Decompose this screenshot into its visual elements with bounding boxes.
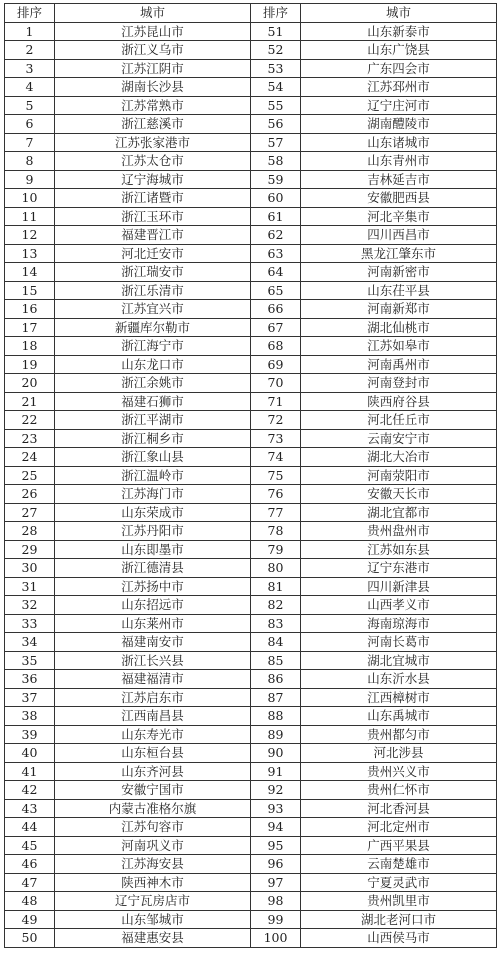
city-cell-left: 浙江长兴县: [55, 651, 251, 670]
rank-cell-left: 35: [5, 651, 55, 670]
city-cell-right: 河南长葛市: [301, 633, 497, 652]
rank-cell-right: 52: [251, 41, 301, 60]
rank-cell-right: 86: [251, 670, 301, 689]
county-ranking-table: [4, 3, 497, 948]
rank-cell-right: 61: [251, 207, 301, 226]
city-cell-right: 山东青州市: [301, 152, 497, 171]
rank-cell-left: 42: [5, 781, 55, 800]
rank-cell-right: 77: [251, 503, 301, 522]
rank-cell-right: 81: [251, 577, 301, 596]
city-cell-right: 黑龙江肇东市: [301, 244, 497, 263]
rank-cell-left: 11: [5, 207, 55, 226]
ranking-table-wrapper: [4, 3, 497, 948]
rank-cell-left: 47: [5, 873, 55, 892]
rank-cell-right: 83: [251, 614, 301, 633]
rank-cell-left: 12: [5, 226, 55, 245]
table-row: [5, 799, 497, 818]
city-cell-left: 江苏启东市: [55, 688, 251, 707]
rank-cell-right: 90: [251, 744, 301, 763]
table-row: [5, 651, 497, 670]
table-row: [5, 781, 497, 800]
table-row: [5, 318, 497, 337]
city-cell-left: 江苏太仓市: [55, 152, 251, 171]
city-cell-left: 江苏宜兴市: [55, 300, 251, 319]
table-row: [5, 152, 497, 171]
rank-cell-right: 60: [251, 189, 301, 208]
city-cell-left: 福建晋江市: [55, 226, 251, 245]
city-cell-right: 湖北宜都市: [301, 503, 497, 522]
rank-cell-left: 30: [5, 559, 55, 578]
city-cell-right: 贵州盘州市: [301, 522, 497, 541]
table-row: [5, 836, 497, 855]
rank-cell-left: 10: [5, 189, 55, 208]
rank-cell-left: 38: [5, 707, 55, 726]
city-cell-right: 山西侯马市: [301, 929, 497, 948]
rank-cell-right: 55: [251, 96, 301, 115]
rank-cell-right: 63: [251, 244, 301, 263]
rank-cell-left: 32: [5, 596, 55, 615]
city-cell-left: 浙江义乌市: [55, 41, 251, 60]
rank-cell-right: 51: [251, 22, 301, 41]
city-cell-left: 山东齐河县: [55, 762, 251, 781]
table-row: [5, 133, 497, 152]
rank-cell-left: 28: [5, 522, 55, 541]
city-cell-right: 山东广饶县: [301, 41, 497, 60]
rank-cell-left: 15: [5, 281, 55, 300]
city-cell-right: 河南荥阳市: [301, 466, 497, 485]
table-row: [5, 707, 497, 726]
rank-cell-right: 76: [251, 485, 301, 504]
table-row: [5, 263, 497, 282]
rank-cell-right: 84: [251, 633, 301, 652]
rank-cell-left: 5: [5, 96, 55, 115]
rank-cell-left: 13: [5, 244, 55, 263]
rank-cell-left: 19: [5, 355, 55, 374]
city-cell-left: 浙江桐乡市: [55, 429, 251, 448]
table-row: [5, 115, 497, 134]
table-row: [5, 429, 497, 448]
rank-cell-left: 31: [5, 577, 55, 596]
city-cell-left: 湖南长沙县: [55, 78, 251, 97]
city-cell-left: 浙江德清县: [55, 559, 251, 578]
rank-cell-right: 53: [251, 59, 301, 78]
rank-cell-right: 92: [251, 781, 301, 800]
header-city-right: 城市: [301, 4, 497, 23]
table-row: [5, 670, 497, 689]
city-cell-right: 辽宁东港市: [301, 559, 497, 578]
city-cell-left: 江苏常熟市: [55, 96, 251, 115]
rank-cell-right: 66: [251, 300, 301, 319]
table-row: [5, 355, 497, 374]
city-cell-left: 新疆库尔勒市: [55, 318, 251, 337]
city-cell-right: 宁夏灵武市: [301, 873, 497, 892]
city-cell-right: 河北涉县: [301, 744, 497, 763]
table-row: [5, 818, 497, 837]
city-cell-right: 湖南醴陵市: [301, 115, 497, 134]
rank-cell-right: 99: [251, 910, 301, 929]
table-row: [5, 725, 497, 744]
table-row: [5, 596, 497, 615]
city-cell-right: 云南楚雄市: [301, 855, 497, 874]
table-row: [5, 540, 497, 559]
table-row: [5, 96, 497, 115]
rank-cell-left: 4: [5, 78, 55, 97]
rank-cell-left: 45: [5, 836, 55, 855]
rank-cell-right: 64: [251, 263, 301, 282]
table-header-row: [5, 4, 497, 23]
city-cell-left: 江苏江阴市: [55, 59, 251, 78]
table-row: [5, 448, 497, 467]
rank-cell-left: 18: [5, 337, 55, 356]
rank-cell-right: 71: [251, 392, 301, 411]
table-row: [5, 873, 497, 892]
rank-cell-left: 22: [5, 411, 55, 430]
rank-cell-right: 73: [251, 429, 301, 448]
city-cell-left: 山东寿光市: [55, 725, 251, 744]
table-row: [5, 929, 497, 948]
city-cell-right: 湖北老河口市: [301, 910, 497, 929]
city-cell-left: 江苏扬中市: [55, 577, 251, 596]
city-cell-right: 安徽肥西县: [301, 189, 497, 208]
rank-cell-right: 58: [251, 152, 301, 171]
city-cell-right: 山东沂水县: [301, 670, 497, 689]
rank-cell-left: 16: [5, 300, 55, 319]
city-cell-left: 山东龙口市: [55, 355, 251, 374]
city-cell-right: 贵州都匀市: [301, 725, 497, 744]
city-cell-right: 四川新津县: [301, 577, 497, 596]
city-cell-right: 辽宁庄河市: [301, 96, 497, 115]
city-cell-right: 山东新泰市: [301, 22, 497, 41]
rank-cell-right: 57: [251, 133, 301, 152]
city-cell-right: 河南新郑市: [301, 300, 497, 319]
table-row: [5, 59, 497, 78]
rank-cell-left: 29: [5, 540, 55, 559]
rank-cell-right: 82: [251, 596, 301, 615]
city-cell-left: 福建福清市: [55, 670, 251, 689]
city-cell-right: 河南新密市: [301, 263, 497, 282]
rank-cell-right: 72: [251, 411, 301, 430]
rank-cell-right: 95: [251, 836, 301, 855]
city-cell-left: 福建石狮市: [55, 392, 251, 411]
table-row: [5, 170, 497, 189]
city-cell-left: 山东招远市: [55, 596, 251, 615]
city-cell-left: 江苏海安县: [55, 855, 251, 874]
table-row: [5, 688, 497, 707]
rank-cell-right: 54: [251, 78, 301, 97]
table-row: [5, 189, 497, 208]
city-cell-left: 浙江海宁市: [55, 337, 251, 356]
city-cell-left: 浙江象山县: [55, 448, 251, 467]
city-cell-right: 河南登封市: [301, 374, 497, 393]
rank-cell-left: 17: [5, 318, 55, 337]
city-cell-right: 四川西昌市: [301, 226, 497, 245]
header-city-left: 城市: [55, 4, 251, 23]
city-cell-left: 安徽宁国市: [55, 781, 251, 800]
city-cell-right: 山东茌平县: [301, 281, 497, 300]
city-cell-right: 湖北宜城市: [301, 651, 497, 670]
city-cell-right: 河北定州市: [301, 818, 497, 837]
rank-cell-right: 89: [251, 725, 301, 744]
city-cell-right: 山西孝义市: [301, 596, 497, 615]
city-cell-right: 河北辛集市: [301, 207, 497, 226]
table-row: [5, 281, 497, 300]
table-row: [5, 485, 497, 504]
table-row: [5, 762, 497, 781]
rank-cell-left: 8: [5, 152, 55, 171]
table-row: [5, 559, 497, 578]
city-cell-right: 湖北大冶市: [301, 448, 497, 467]
table-row: [5, 503, 497, 522]
rank-cell-right: 67: [251, 318, 301, 337]
city-cell-left: 江西南昌县: [55, 707, 251, 726]
table-row: [5, 300, 497, 319]
city-cell-left: 河北迁安市: [55, 244, 251, 263]
city-cell-left: 河南巩义市: [55, 836, 251, 855]
rank-cell-right: 68: [251, 337, 301, 356]
rank-cell-right: 93: [251, 799, 301, 818]
rank-cell-left: 34: [5, 633, 55, 652]
rank-cell-left: 7: [5, 133, 55, 152]
city-cell-right: 安徽天长市: [301, 485, 497, 504]
rank-cell-left: 2: [5, 41, 55, 60]
rank-cell-left: 20: [5, 374, 55, 393]
city-cell-right: 吉林延吉市: [301, 170, 497, 189]
table-row: [5, 855, 497, 874]
rank-cell-left: 14: [5, 263, 55, 282]
city-cell-right: 贵州凯里市: [301, 892, 497, 911]
city-cell-left: 山东荣成市: [55, 503, 251, 522]
table-row: [5, 910, 497, 929]
rank-cell-right: 69: [251, 355, 301, 374]
city-cell-left: 江苏昆山市: [55, 22, 251, 41]
table-row: [5, 522, 497, 541]
rank-cell-right: 94: [251, 818, 301, 837]
city-cell-left: 江苏句容市: [55, 818, 251, 837]
rank-cell-right: 70: [251, 374, 301, 393]
city-cell-left: 浙江慈溪市: [55, 115, 251, 134]
table-row: [5, 392, 497, 411]
city-cell-right: 江苏如东县: [301, 540, 497, 559]
header-rank-right: 排序: [251, 4, 301, 23]
rank-cell-left: 37: [5, 688, 55, 707]
table-row: [5, 244, 497, 263]
rank-cell-left: 6: [5, 115, 55, 134]
city-cell-left: 内蒙古准格尔旗: [55, 799, 251, 818]
rank-cell-left: 46: [5, 855, 55, 874]
city-cell-left: 浙江乐清市: [55, 281, 251, 300]
table-row: [5, 337, 497, 356]
city-cell-right: 广东四会市: [301, 59, 497, 78]
city-cell-left: 浙江余姚市: [55, 374, 251, 393]
table-row: [5, 374, 497, 393]
rank-cell-right: 56: [251, 115, 301, 134]
rank-cell-left: 3: [5, 59, 55, 78]
city-cell-right: 山东诸城市: [301, 133, 497, 152]
header-rank-left: 排序: [5, 4, 55, 23]
rank-cell-left: 48: [5, 892, 55, 911]
rank-cell-right: 75: [251, 466, 301, 485]
table-row: [5, 577, 497, 596]
city-cell-left: 山东桓台县: [55, 744, 251, 763]
rank-cell-right: 100: [251, 929, 301, 948]
city-cell-right: 河北香河县: [301, 799, 497, 818]
rank-cell-left: 49: [5, 910, 55, 929]
city-cell-right: 广西平果县: [301, 836, 497, 855]
rank-cell-left: 50: [5, 929, 55, 948]
rank-cell-left: 1: [5, 22, 55, 41]
rank-cell-left: 39: [5, 725, 55, 744]
rank-cell-right: 85: [251, 651, 301, 670]
table-row: [5, 78, 497, 97]
rank-cell-left: 9: [5, 170, 55, 189]
city-cell-right: 陕西府谷县: [301, 392, 497, 411]
city-cell-right: 湖北仙桃市: [301, 318, 497, 337]
table-row: [5, 892, 497, 911]
rank-cell-right: 79: [251, 540, 301, 559]
city-cell-left: 陕西神木市: [55, 873, 251, 892]
rank-cell-left: 26: [5, 485, 55, 504]
rank-cell-left: 40: [5, 744, 55, 763]
city-cell-right: 海南琼海市: [301, 614, 497, 633]
rank-cell-right: 88: [251, 707, 301, 726]
table-row: [5, 207, 497, 226]
rank-cell-left: 25: [5, 466, 55, 485]
rank-cell-left: 33: [5, 614, 55, 633]
table-row: [5, 411, 497, 430]
rank-cell-left: 21: [5, 392, 55, 411]
city-cell-right: 贵州仁怀市: [301, 781, 497, 800]
rank-cell-right: 80: [251, 559, 301, 578]
table-row: [5, 744, 497, 763]
city-cell-right: 河北任丘市: [301, 411, 497, 430]
city-cell-right: 江苏如皋市: [301, 337, 497, 356]
table-row: [5, 633, 497, 652]
city-cell-right: 贵州兴义市: [301, 762, 497, 781]
rank-cell-left: 41: [5, 762, 55, 781]
rank-cell-left: 23: [5, 429, 55, 448]
rank-cell-left: 36: [5, 670, 55, 689]
table-row: [5, 22, 497, 41]
rank-cell-right: 74: [251, 448, 301, 467]
table-row: [5, 466, 497, 485]
city-cell-left: 福建南安市: [55, 633, 251, 652]
city-cell-left: 浙江温岭市: [55, 466, 251, 485]
rank-cell-left: 27: [5, 503, 55, 522]
rank-cell-right: 59: [251, 170, 301, 189]
city-cell-left: 浙江诸暨市: [55, 189, 251, 208]
city-cell-left: 山东邹城市: [55, 910, 251, 929]
city-cell-left: 浙江瑞安市: [55, 263, 251, 282]
rank-cell-left: 24: [5, 448, 55, 467]
city-cell-left: 浙江玉环市: [55, 207, 251, 226]
city-cell-left: 浙江平湖市: [55, 411, 251, 430]
city-cell-left: 江苏张家港市: [55, 133, 251, 152]
city-cell-left: 辽宁瓦房店市: [55, 892, 251, 911]
rank-cell-right: 78: [251, 522, 301, 541]
rank-cell-right: 98: [251, 892, 301, 911]
table-row: [5, 226, 497, 245]
rank-cell-right: 65: [251, 281, 301, 300]
city-cell-right: 江苏邳州市: [301, 78, 497, 97]
city-cell-left: 福建惠安县: [55, 929, 251, 948]
rank-cell-right: 91: [251, 762, 301, 781]
city-cell-right: 江西樟树市: [301, 688, 497, 707]
city-cell-right: 山东禹城市: [301, 707, 497, 726]
city-cell-left: 山东莱州市: [55, 614, 251, 633]
rank-cell-right: 62: [251, 226, 301, 245]
table-body: [5, 22, 497, 947]
table-row: [5, 614, 497, 633]
rank-cell-right: 97: [251, 873, 301, 892]
rank-cell-left: 43: [5, 799, 55, 818]
city-cell-left: 辽宁海城市: [55, 170, 251, 189]
city-cell-right: 河南禹州市: [301, 355, 497, 374]
rank-cell-right: 87: [251, 688, 301, 707]
city-cell-right: 云南安宁市: [301, 429, 497, 448]
city-cell-left: 山东即墨市: [55, 540, 251, 559]
city-cell-left: 江苏海门市: [55, 485, 251, 504]
rank-cell-left: 44: [5, 818, 55, 837]
city-cell-left: 江苏丹阳市: [55, 522, 251, 541]
table-row: [5, 41, 497, 60]
rank-cell-right: 96: [251, 855, 301, 874]
